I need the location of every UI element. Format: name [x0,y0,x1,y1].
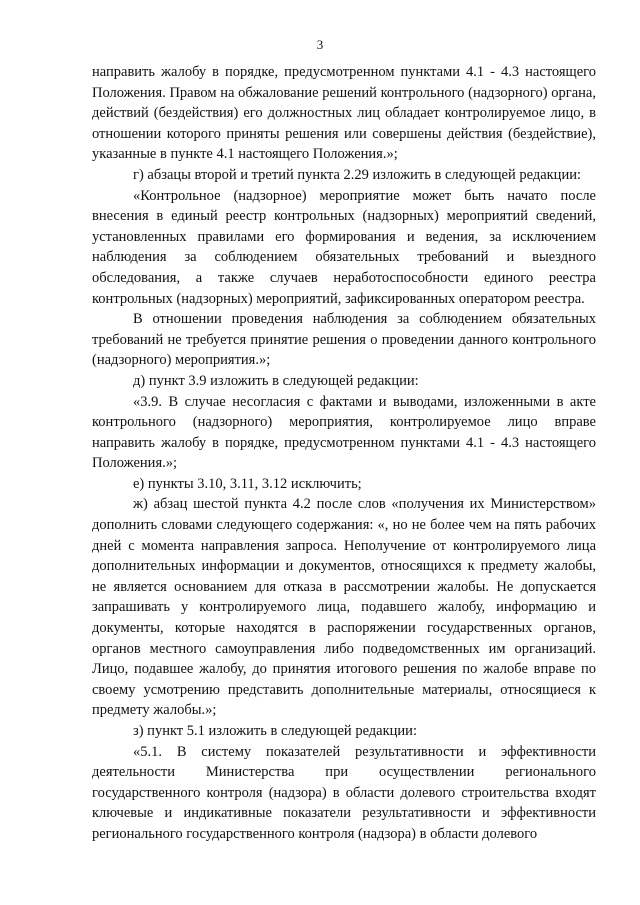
paragraph-quote-2-29-second: В отношении проведения наблюдения за соблюдением обязательных требований не требуется принятие решения о проведении данного контрольного (надзорного) мероприятия.»; [92,311,596,369]
paragraph-item-zh: ж) абзац шестой пункта 4.2 после слов «получения их Министерством» дополнить словами следующего содержания: «, но не более чем на пять рабочих дней с момента направления запроса. Неполучение от контролируемого лица дополнительных информации и документов, относящихся к предмету жалобы, не является основанием для отказа в рассмотрении жалобы. Не допускается запрашивать у контролируемого лица, подавшего жалобу, информацию и документы, которые находятся в распоряжении государственных органов, органов местного самоуправления либо подведомственных им организаций. Лицо, подавшее жалобу, до принятия итогового решения по жалобе вправе по своему усмотрению представить дополнительные материалы, относящиеся к предмету жалобы.»; [92,496,596,719]
paragraph-item-g: г) абзацы второй и третий пункта 2.29 изложить в следующей редакции: [133,166,581,183]
paragraph-item-z: з) пункт 5.1 изложить в следующей редакции: [133,723,417,739]
paragraph-quote-2-29-first: «Контрольное (надзорное) мероприятие может быть начато после внесения в единый реестр контрольных (надзорных) мероприятий сведений, установленных правилами его формирования и ведения, за исключением наблюдения за соблюдением обязательных требований и выездного обследования, а также случаев неработоспособности единого реестра контрольных (надзорных) мероприятий, зафиксированных оператором реестра. [92,187,596,307]
paragraph-quote-3-9: «3.9. В случае несогласия с фактами и выводами, изложенными в акте контрольного (надзорного) мероприятия, контролируемое лицо вправе направить жалобу в порядке, предусмотренном пунктами 4.1 - 4.3 настоящего Положения.»; [92,393,596,472]
paragraph-continuation: направить жалобу в порядке, предусмотренном пунктами 4.1 - 4.3 настоящего Положения. Правом на обжалование решений контрольного (надзорного) органа, действий (бездействия) его должностных лиц обладает контролируемое лицо, в отношении которого приняты решения или совершены действия (бездействие), указанные в пункте 4.1 настоящего Положения.»; [92,64,596,163]
paragraph-quote-5-1: «5.1. В систему показателей результативности и эффективности деятельности Министерства при осуществлении регионального государственного контроля (надзора) в области долевого строительства входят ключевые и индикативные показатели результативности и эффективности регионального государственного контроля (надзора) в области долевого [92,743,596,842]
paragraph-item-e: е) пункты 3.10, 3.11, 3.12 исключить; [133,475,362,492]
paragraph-item-d: д) пункт 3.9 изложить в следующей редакции: [133,372,419,389]
page-number: 3 [316,37,324,52]
document-body [92,62,596,845]
